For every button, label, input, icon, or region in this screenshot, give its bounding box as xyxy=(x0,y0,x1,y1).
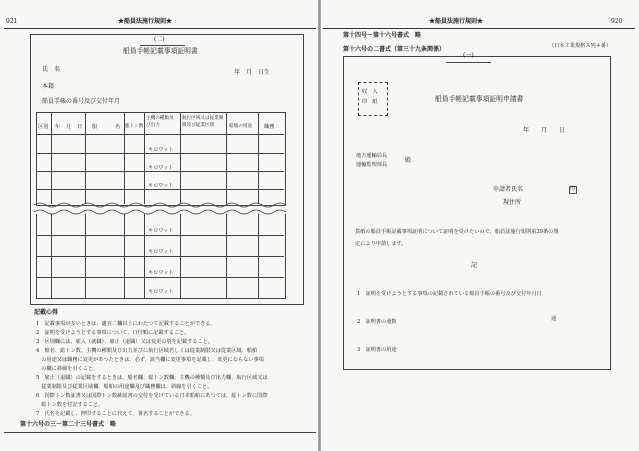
form-heading: 第十六号の二書式（第三十九条関係） xyxy=(343,46,446,53)
tab-rule xyxy=(446,62,491,63)
note-line: 1 記載事項が多いときは、適宜二欄以上にわたつて記載することができる。 xyxy=(36,321,216,327)
form-tab: (一) xyxy=(463,52,474,59)
section-heading: 第十四号－第十六号書式 略 xyxy=(343,32,422,39)
col-header-type: 区別 xyxy=(38,124,49,130)
note-line: 3 区別欄には、雇入（就職）、雇止（退職）又は変更の別を記載すること。 xyxy=(36,339,214,345)
form-title: 船員手帳記載事項証明書 xyxy=(123,47,198,55)
kw-unit-7: キロワット xyxy=(148,289,174,295)
page-number: 921 xyxy=(6,18,18,25)
notes-title: 記載心得 xyxy=(34,309,59,316)
kw-unit-5: キロワット xyxy=(148,249,174,255)
item-line: 3 証明書の用途 xyxy=(357,347,397,353)
col-header-day: 日 xyxy=(77,124,83,130)
kw-unit-4: キロワット xyxy=(148,228,174,234)
kw-unit-6: キロワット xyxy=(148,270,174,276)
col-header-engine: 主機の種類及び出力 xyxy=(146,116,174,128)
application-date: 年 月 日 xyxy=(523,127,566,134)
name-label: 氏 名 xyxy=(42,66,61,73)
col-header-navigation: 航行区域又は従業制限及び従業区域 xyxy=(182,116,224,128)
item-line: 2 証明書の通数 xyxy=(357,319,397,325)
applicant-name-label: 申請者氏名 xyxy=(493,186,524,193)
stamp-label: 印 紙 xyxy=(362,99,378,105)
note-line: の欄に斜線を引くこと。 xyxy=(36,366,99,372)
note-line: 2 証明を受けようとする事項について、日付順に記載すること。 xyxy=(36,330,190,336)
addressee-line: 地方運輸局長 xyxy=(356,153,388,159)
kw-unit-3: キロワット xyxy=(148,183,174,189)
domicile-label: 本籍 xyxy=(42,83,55,90)
note-line: 従業制限及び従業区域欄、船舶の用途欄及び職務欄は、斜線を引くこと。 xyxy=(36,384,213,390)
item-line: 1 証明を受けようとする事項の記載されている船員手帳の番号及び交付年月日 xyxy=(357,291,542,297)
addressee-line: 運輸監理部長 xyxy=(356,162,388,168)
header-rule xyxy=(323,28,635,29)
kw-unit-2: キロワット xyxy=(148,165,174,171)
birth-date-label: 年 月 日生 xyxy=(234,69,271,76)
note-line: の用途又は職務に変更があつたときは、必ず、該当欄に変更事項を記載し、変更にならない事項 xyxy=(36,357,264,363)
stamp-label: 収 入 xyxy=(362,89,378,95)
footer-rule xyxy=(4,432,316,433)
paper-size-note: （日本工業規格Ａ列４番） xyxy=(549,43,612,49)
tab-rule xyxy=(140,45,185,46)
body-text: 貨紙の船員手帳記載事項証明について証明を受けたいので、船員法施行規則第39条の規 xyxy=(355,229,559,235)
ki-marker: 記 xyxy=(471,262,478,269)
form-tab: (二) xyxy=(154,36,165,43)
note-line: 5 雇止（退職）の記載をするときは、船名欄、総トン数欄、主機の種類及び出力欄、航行区域又は xyxy=(36,375,268,381)
note-line: 総トン数を付記すること。 xyxy=(36,402,104,408)
seal-mark: 印 xyxy=(570,186,576,192)
page-number: 920 xyxy=(611,18,623,25)
copies-unit: 通 xyxy=(551,316,557,322)
applicant-address-label: 現住所 xyxy=(503,199,522,206)
left-page xyxy=(0,0,318,451)
col-header-use: 船舶の用途 xyxy=(229,124,252,129)
col-header-duty: 職務 xyxy=(264,124,275,130)
note-line: 6 国際トン数証書又は国際トン数確認書の交付を受けている日本船舶にあつては、総トン数に国際 xyxy=(36,393,268,399)
body-text: 定により申請します。 xyxy=(355,241,407,247)
col-header-ship: 船 xyxy=(92,124,98,130)
kw-unit-1: キロワット xyxy=(148,147,174,153)
col-header-year: 年 xyxy=(55,124,61,130)
addressee-honorific: 殿 xyxy=(405,157,412,164)
right-page xyxy=(321,0,639,451)
form-title: 船員手帳記載事項証明申請書 xyxy=(435,95,524,103)
handbook-number-label: 船員手帳の番号及び交付年月 xyxy=(42,98,121,105)
footer-note: 第十六号の三－第二十三号書式 略 xyxy=(20,421,117,428)
header-rule xyxy=(4,28,316,29)
note-line: 4 船名、総トン数、主機の種類及び出力並びに航行区域若しくは従業制限又は従業区域、船舶 xyxy=(36,348,258,354)
running-header: ★船員法施行規則★ xyxy=(118,18,173,25)
col-header-name: 名 xyxy=(115,124,121,130)
col-header-month: 月 xyxy=(66,124,72,130)
running-header: ★船員法施行規則★ xyxy=(429,18,484,25)
col-header-tonnage: 総トン数 xyxy=(125,124,144,129)
note-line: 7 氏名を記載し、押印することに代えて、署名することができる。 xyxy=(36,411,195,417)
